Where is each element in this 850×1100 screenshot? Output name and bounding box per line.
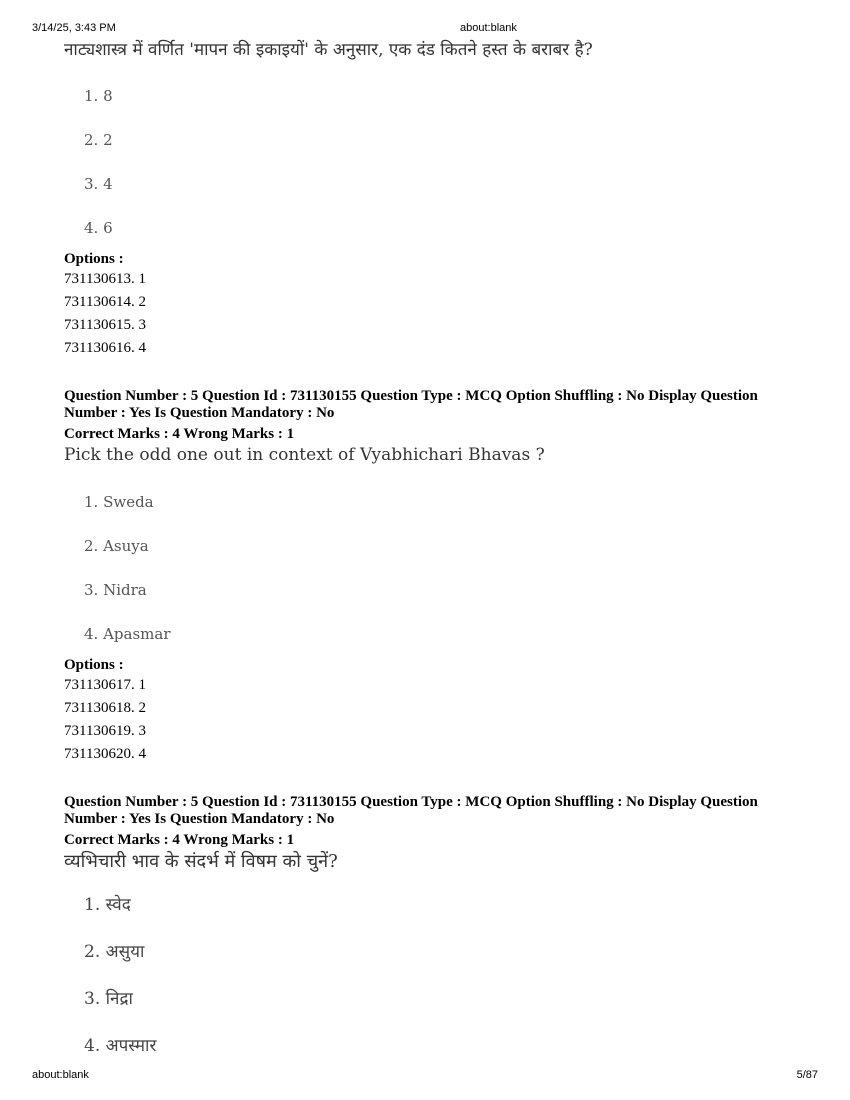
option-id-row: 731130615. 3	[64, 317, 146, 334]
question-text: Pick the odd one out in context of Vyabhichari Bhavas ?	[64, 445, 545, 466]
option-id-row: 731130617. 1	[64, 676, 146, 693]
question-meta: Question Number : 5 Question Id : 731130155 Question Type : MCQ Option Shuffling : No Display Question	[64, 388, 758, 405]
choice-list	[64, 74, 794, 250]
choice-item: 3. निद्रा	[84, 989, 133, 1010]
option-id-row: 731130619. 3	[64, 722, 146, 739]
question-text: नाट्यशास्त्र में वर्णित 'मापन की इकाइयों' के अनुसार, एक दंड कितने हस्त के बराबर है?	[64, 40, 593, 60]
print-footer-url: about:blank	[32, 1069, 89, 1081]
option-id-row: 731130618. 2	[64, 699, 146, 716]
choice-item: 4. 6	[84, 219, 113, 238]
choice-item: 1. 8	[84, 87, 113, 106]
page-content	[64, 40, 794, 1070]
option-id-row: 731130613. 1	[64, 271, 146, 288]
option-id-row: 731130616. 4	[64, 340, 146, 357]
choice-item: 2. असुया	[84, 942, 145, 963]
choice-list	[64, 480, 794, 656]
options-label: Options :	[64, 656, 124, 673]
question-prev	[64, 40, 794, 360]
question-marks: Correct Marks : 4 Wrong Marks : 1	[64, 426, 295, 443]
question-5-english	[64, 388, 794, 765]
choice-item: 4. Apasmar	[84, 624, 171, 643]
question-meta-cont: Number : Yes Is Question Mandatory : No	[64, 405, 335, 422]
choice-item: 4. अपस्मार	[84, 1036, 157, 1057]
options-label: Options :	[64, 251, 124, 268]
choice-list	[64, 882, 794, 1070]
print-date: 3/14/25, 3:43 PM	[32, 22, 116, 34]
question-marks: Correct Marks : 4 Wrong Marks : 1	[64, 831, 295, 848]
option-id-row: 731130620. 4	[64, 745, 146, 762]
question-meta-cont: Number : Yes Is Question Mandatory : No	[64, 810, 335, 827]
choice-item: 2. 2	[84, 131, 113, 150]
question-meta: Question Number : 5 Question Id : 731130155 Question Type : MCQ Option Shuffling : No Display Question	[64, 793, 758, 810]
choice-item: 1. स्वेद	[84, 895, 131, 916]
choice-item: 3. Nidra	[84, 580, 147, 599]
question-5-hindi	[64, 794, 794, 1071]
choice-item: 3. 4	[84, 175, 113, 194]
question-text: व्यभिचारी भाव के संदर्भ में विषम को चुनें?	[64, 850, 338, 872]
page-number: 5/87	[796, 1069, 818, 1081]
print-title: about:blank	[460, 22, 517, 34]
choice-item: 1. Sweda	[84, 492, 154, 511]
choice-item: 2. Asuya	[84, 536, 149, 555]
option-id-row: 731130614. 2	[64, 294, 146, 311]
